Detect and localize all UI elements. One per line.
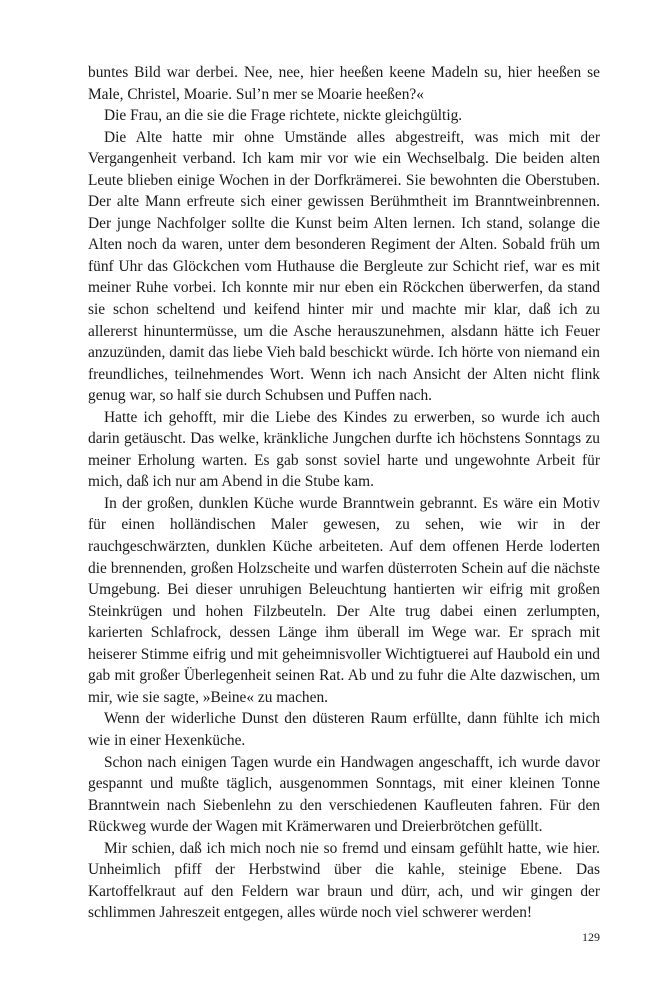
paragraph: Hatte ich gehofft, mir die Liebe des Kindes zu erwerben, so wurde ich auch darin getäuscht. Das welke, kränkliche Jungchen durfte ich höchstens Sonntags zu meiner Erholung warten. Es gab sonst soviel harte und ungewohnte Arbeit für mich, daß ich nur am Abend in die Stube kam. bbox=[88, 408, 600, 491]
paragraph: Die Frau, an die sie die Frage richtete, nickte gleichgültig. bbox=[104, 107, 463, 125]
paragraph: Schon nach einigen Tagen wurde ein Handwagen angeschafft, ich wurde davor gespannt und mußte täglich, ausgenommen Sonntags, mit einer kleinen Tonne Branntwein nach Siebenlehn zu den verschiedenen Kaufleuten fahren. Für den Rückweg wurde der Wagen mit Krämerwaren und Dreierbrötchen gefüllt. bbox=[88, 753, 600, 836]
paragraph: Die Alte hatte mir ohne Umstände alles abgestreift, was mich mit der Vergangenheit verband. Ich kam mir vor wie ein Wechselbalg. Die beiden alten Leute blieben einige Wochen in der Dorfkrämerei. Sie bewohnten die Oberstuben. Der alte Mann erfreute sich einer gewissen Berühmtheit im Branntweinbrennen. Der junge Nachfolger sollte die Kunst beim Alten lernen. Ich stand, solange die Alten noch da waren, unter dem besonderen Regiment der Alten. Sobald früh um fünf Uhr das Glöckchen vom Huthause die Bergleute zur Schicht rief, war es mit meiner Ruhe vorbei. Ich konnte mir nur eben ein Röckchen überwerfen, da stand sie schon scheltend und keifend hinter mir und machte mir klar, daß ich zu allererst hinuntermüsse, um die Asche herauszunehmen, alsdann hätte ich Feuer anzuzünden, damit das liebe Vieh bald beschickt würde. Ich hörte von niemand ein freundliches, teilnehmendes Wort. Wenn ich nach Ansicht der Alten nicht flink genug war, so half sie durch Schubsen und Puffen nach. bbox=[88, 128, 600, 405]
page-body bbox=[88, 62, 600, 924]
paragraph: Mir schien, daß ich mich noch nie so fremd und einsam gefühlt hatte, wie hier. Unheimlich pfiff der Herbstwind über die kahle, steinige Ebene. Das Kartoffelkraut auf den Feldern war braun und dürr, ach, und wir gingen der schlimmen Jahreszeit entgegen, alles würde noch viel schwerer werden! bbox=[88, 839, 600, 922]
page-number: 129 bbox=[582, 930, 600, 944]
paragraph: Wenn der widerliche Dunst den düsteren Raum erfüllte, dann fühlte ich mich wie in einer Hexenküche. bbox=[88, 710, 600, 749]
paragraph-continuation: buntes Bild war derbei. Nee, nee, hier heeßen keene Madeln su, hier heeßen se Male, Christel, Moarie. Sul’n mer se Moarie heeßen?« bbox=[88, 64, 600, 103]
paragraph: In der großen, dunklen Küche wurde Branntwein gebrannt. Es wäre ein Motiv für einen holländischen Maler gewesen, zu sehen, wie wir in der rauchgeschwärzten, dunklen Küche arbeiteten. Auf dem offenen Herde loderten die brennenden, großen Holzscheite und warfen düsterroten Schein auf die nächste Umgebung. Bei dieser unruhigen Beleuchtung hantierten wir eifrig mit großen Steinkrügen und hohen Filzbeuteln. Der Alte trug dabei einen zerlumpten, karierten Schlafrock, dessen Länge ihm überall im Wege war. Er sprach mit heiserer Stimme eifrig und mit geheimnisvoller Wichtigtuerei auf Haubold ein und gab mit großer Überlegenheit seinen Rat. Ab und zu fuhr die Alte dazwischen, um mir, wie sie sagte, »Beine« zu machen. bbox=[88, 494, 600, 706]
